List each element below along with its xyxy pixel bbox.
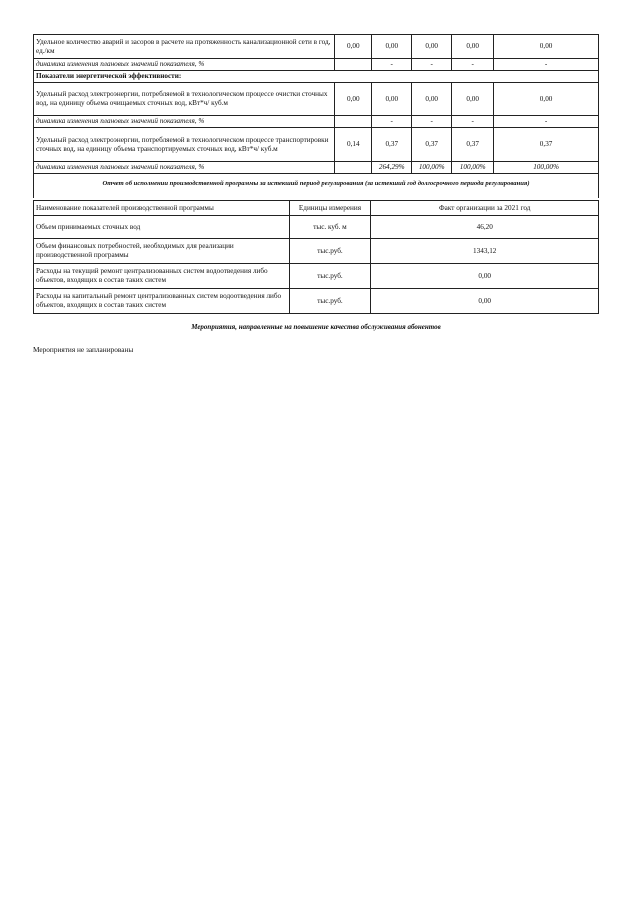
value-cell: -: [452, 116, 494, 128]
row-unit: тыс. куб. м: [289, 216, 371, 239]
table-row: [34, 289, 599, 314]
table-row: [34, 83, 599, 116]
table-header-row: [34, 201, 599, 216]
value-cell: 0,37: [372, 128, 412, 162]
value-cell: -: [372, 59, 412, 71]
row-unit: тыс.руб.: [289, 289, 371, 314]
dynamics-label: динамика изменения плановых значений показателя, %: [34, 162, 335, 174]
value-cell: 0,37: [494, 128, 599, 162]
value-cell: 0,37: [412, 128, 452, 162]
value-cell: -: [494, 59, 599, 71]
value-cell: -: [372, 116, 412, 128]
value-cell: -: [412, 116, 452, 128]
value-cell: 0,00: [335, 83, 372, 116]
column-header: Наименование показателей производственной программы: [34, 201, 290, 216]
value-cell: 0,00: [335, 35, 372, 59]
value-cell: 0,00: [372, 83, 412, 116]
row-name: Объем принимаемых сточных вод: [34, 216, 290, 239]
indicator-label: Удельное количество аварий и засоров в расчете на протяженность канализационной сети в год, ед./км: [34, 35, 335, 59]
row-unit: тыс.руб.: [289, 239, 371, 264]
table-row: [34, 128, 599, 162]
measures-title: Мероприятия, направленные на повышение качества обслуживания абонентов: [191, 323, 441, 331]
value-cell: -: [494, 116, 599, 128]
row-name: Расходы на текущий ремонт централизованных систем водоотведения либо объектов, входящих в состав таких систем: [34, 264, 290, 289]
value-cell: 100,00%: [452, 162, 494, 174]
table-row: [34, 162, 599, 174]
table-row: [34, 239, 599, 264]
value-cell: [335, 162, 372, 174]
value-cell: 264,29%: [372, 162, 412, 174]
column-header: Факт организации за 2021 год: [371, 201, 599, 216]
table-row: [34, 71, 599, 83]
report-table: [33, 200, 599, 314]
table-row: [34, 59, 599, 71]
column-header: Единицы измерения: [289, 201, 371, 216]
dynamics-label: динамика изменения плановых значений показателя, %: [34, 116, 335, 128]
value-cell: 0,00: [412, 35, 452, 59]
row-value: 46,20: [371, 216, 599, 239]
row-value: 0,00: [371, 289, 599, 314]
value-cell: 0,14: [335, 128, 372, 162]
value-cell: 0,00: [372, 35, 412, 59]
no-measures-note: Мероприятия не запланированы: [33, 345, 134, 354]
section-header: Показатели энергетической эффективности:: [34, 71, 599, 83]
indicator-label: Удельный расход электроэнергии, потребляемой в технологическом процессе очистки сточных вод, на единицу объема очищаемых сточных вод, кВт*ч/ куб.м: [34, 83, 335, 116]
table-row: [34, 264, 599, 289]
value-cell: 100,00%: [412, 162, 452, 174]
value-cell: 0,00: [452, 83, 494, 116]
report-title: Отчет об исполнении производственной программы за истекший период регулирования (за истекший год долгосрочного периода регулирования): [102, 180, 530, 187]
indicators-table: [33, 34, 599, 174]
value-cell: [335, 116, 372, 128]
table-row: [34, 216, 599, 239]
row-value: 0,00: [371, 264, 599, 289]
row-unit: тыс.руб.: [289, 264, 371, 289]
row-value: 1343,12: [371, 239, 599, 264]
value-cell: -: [412, 59, 452, 71]
table-row: [34, 35, 599, 59]
value-cell: 0,00: [494, 35, 599, 59]
value-cell: -: [452, 59, 494, 71]
value-cell: 0,00: [412, 83, 452, 116]
row-name: Объем финансовых потребностей, необходимых для реализации производственной программы: [34, 239, 290, 264]
dynamics-label: динамика изменения плановых значений показателя, %: [34, 59, 335, 71]
row-name: Расходы на капитальный ремонт централизованных систем водоотведения либо объектов, входящих в состав таких систем: [34, 289, 290, 314]
value-cell: 0,00: [452, 35, 494, 59]
value-cell: 0,00: [494, 83, 599, 116]
value-cell: 0,37: [452, 128, 494, 162]
value-cell: [335, 59, 372, 71]
indicator-label: Удельный расход электроэнергии, потребляемой в технологическом процессе транспортировки сточных вод, на единицу объема транспортируемых сточных вод, кВт*ч/ куб.м: [34, 128, 335, 162]
value-cell: 100,00%: [494, 162, 599, 174]
table-row: [34, 116, 599, 128]
